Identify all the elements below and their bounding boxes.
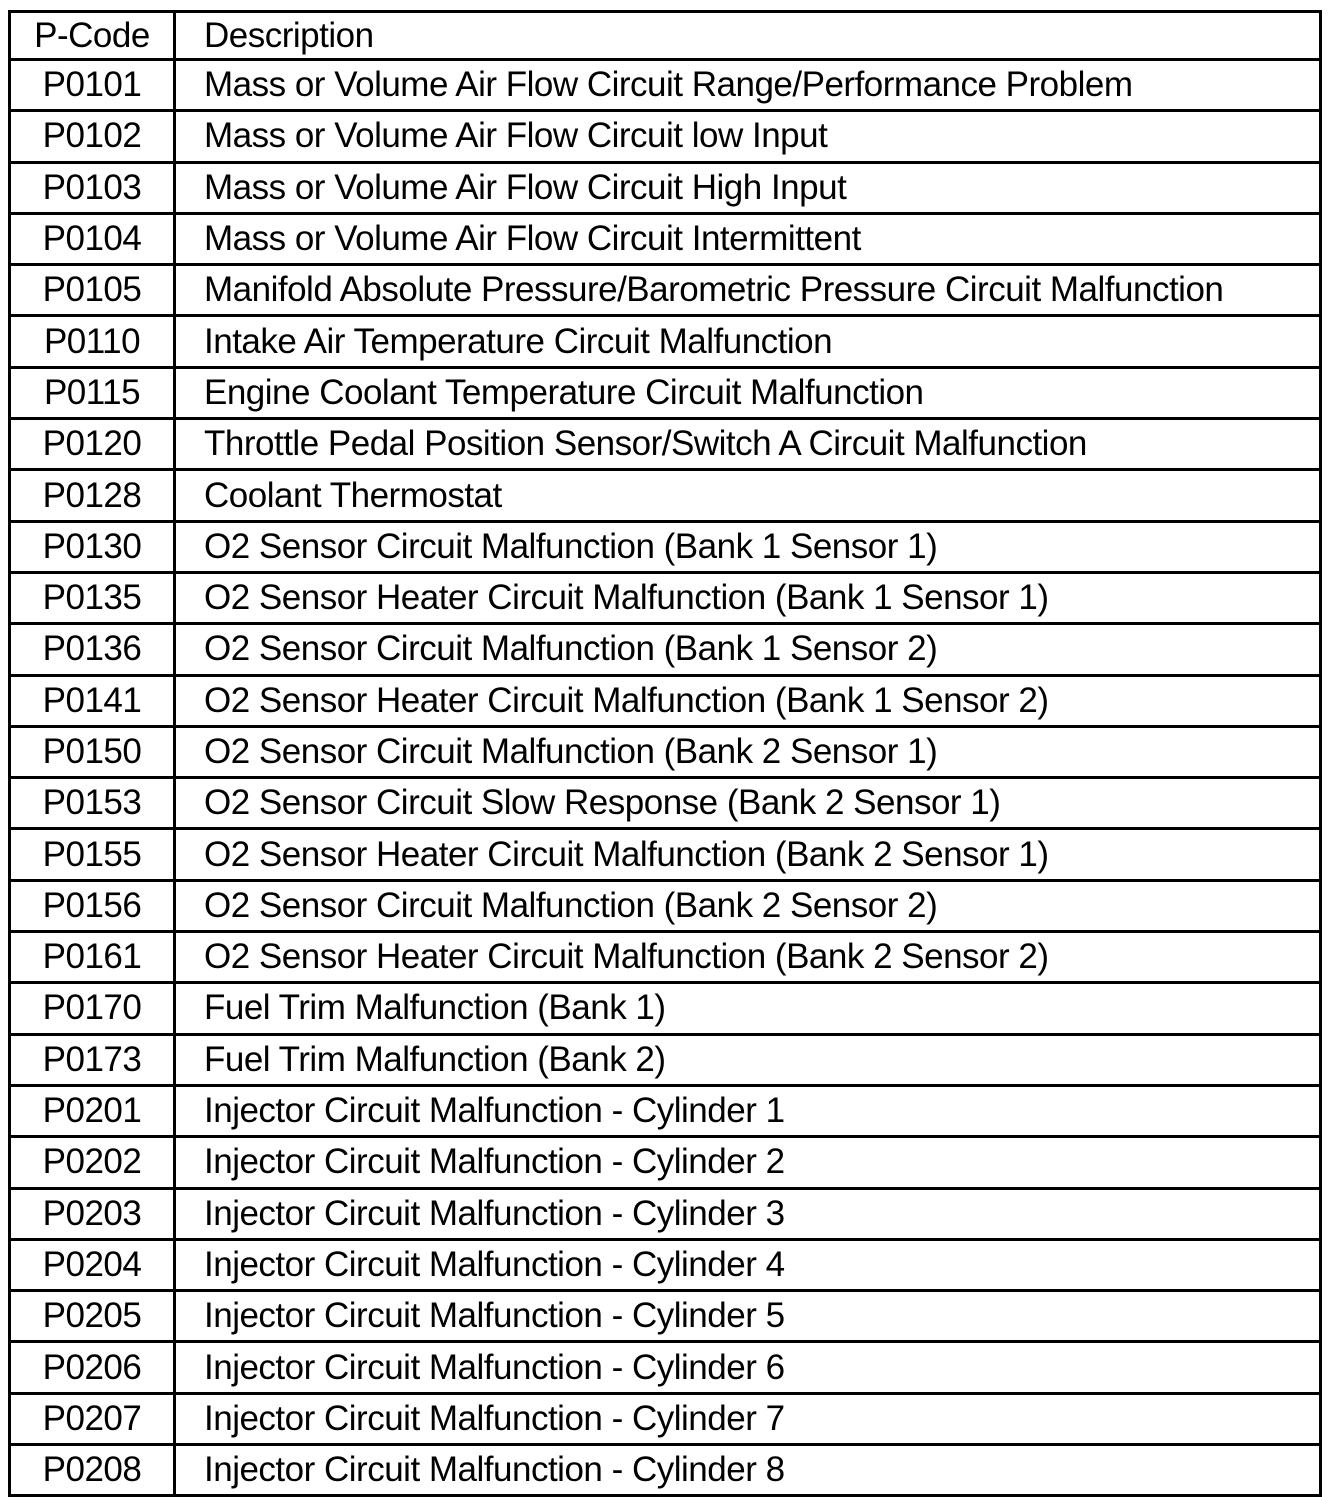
description-cell: Mass or Volume Air Flow Circuit low Input: [175, 111, 1321, 162]
table-row: [10, 1034, 1321, 1085]
table-row: [10, 1085, 1321, 1136]
pcode-cell: P0120: [10, 419, 175, 470]
pcode-cell: P0136: [10, 624, 175, 675]
description-cell: Injector Circuit Malfunction - Cylinder 1: [175, 1085, 1321, 1136]
pcode-cell: P0170: [10, 983, 175, 1034]
table-row: [10, 213, 1321, 264]
pcode-cell: P0205: [10, 1291, 175, 1342]
pcode-cell: P0102: [10, 111, 175, 162]
pcode-cell: P0156: [10, 880, 175, 931]
table-row: [10, 778, 1321, 829]
pcode-cell: P0141: [10, 675, 175, 726]
description-cell: Injector Circuit Malfunction - Cylinder 6: [175, 1342, 1321, 1393]
table-row: [10, 470, 1321, 521]
description-cell: O2 Sensor Circuit Malfunction (Bank 1 Sensor 2): [175, 624, 1321, 675]
table-row: [10, 1239, 1321, 1290]
header-pcode: P-Code: [10, 12, 175, 60]
description-cell: Injector Circuit Malfunction - Cylinder 5: [175, 1291, 1321, 1342]
pcode-cell: P0150: [10, 726, 175, 777]
table-row: [10, 880, 1321, 931]
pcode-cell: P0110: [10, 316, 175, 367]
table-row: [10, 624, 1321, 675]
description-cell: Injector Circuit Malfunction - Cylinder 8: [175, 1445, 1321, 1496]
table-row: [10, 932, 1321, 983]
table-row: [10, 265, 1321, 316]
description-cell: O2 Sensor Circuit Malfunction (Bank 2 Sensor 2): [175, 880, 1321, 931]
pcode-table-body: [10, 12, 1321, 1496]
pcode-cell: P0135: [10, 572, 175, 623]
table-row: [10, 162, 1321, 213]
description-cell: O2 Sensor Circuit Slow Response (Bank 2 Sensor 1): [175, 778, 1321, 829]
description-cell: O2 Sensor Heater Circuit Malfunction (Bank 2 Sensor 2): [175, 932, 1321, 983]
pcode-cell: P0103: [10, 162, 175, 213]
table-row: [10, 1393, 1321, 1444]
description-cell: Injector Circuit Malfunction - Cylinder 7: [175, 1393, 1321, 1444]
description-cell: Mass or Volume Air Flow Circuit Range/Performance Problem: [175, 60, 1321, 111]
description-cell: Intake Air Temperature Circuit Malfunction: [175, 316, 1321, 367]
description-cell: O2 Sensor Heater Circuit Malfunction (Bank 1 Sensor 2): [175, 675, 1321, 726]
table-row: [10, 521, 1321, 572]
pcode-cell: P0128: [10, 470, 175, 521]
pcode-cell: P0153: [10, 778, 175, 829]
table-row: [10, 419, 1321, 470]
header-row: [10, 12, 1321, 60]
description-cell: O2 Sensor Heater Circuit Malfunction (Bank 1 Sensor 1): [175, 572, 1321, 623]
table-row: [10, 572, 1321, 623]
pcode-cell: P0104: [10, 213, 175, 264]
description-cell: O2 Sensor Circuit Malfunction (Bank 1 Sensor 1): [175, 521, 1321, 572]
description-cell: Coolant Thermostat: [175, 470, 1321, 521]
description-cell: Manifold Absolute Pressure/Barometric Pressure Circuit Malfunction: [175, 265, 1321, 316]
pcode-cell: P0105: [10, 265, 175, 316]
description-cell: Throttle Pedal Position Sensor/Switch A Circuit Malfunction: [175, 419, 1321, 470]
description-cell: Engine Coolant Temperature Circuit Malfunction: [175, 367, 1321, 418]
table-row: [10, 367, 1321, 418]
pcode-cell: P0130: [10, 521, 175, 572]
pcode-cell: P0206: [10, 1342, 175, 1393]
description-cell: Injector Circuit Malfunction - Cylinder 2: [175, 1137, 1321, 1188]
table-row: [10, 111, 1321, 162]
table-row: [10, 1137, 1321, 1188]
description-cell: O2 Sensor Heater Circuit Malfunction (Bank 2 Sensor 1): [175, 829, 1321, 880]
pcode-cell: P0155: [10, 829, 175, 880]
description-cell: Mass or Volume Air Flow Circuit High Input: [175, 162, 1321, 213]
header-description: Description: [175, 12, 1321, 60]
pcode-cell: P0207: [10, 1393, 175, 1444]
pcode-cell: P0208: [10, 1445, 175, 1496]
pcode-cell: P0204: [10, 1239, 175, 1290]
table-row: [10, 829, 1321, 880]
table-row: [10, 983, 1321, 1034]
pcode-table: [8, 10, 1322, 1497]
table-row: [10, 1291, 1321, 1342]
table-row: [10, 60, 1321, 111]
pcode-cell: P0161: [10, 932, 175, 983]
pcode-cell: P0101: [10, 60, 175, 111]
table-row: [10, 1188, 1321, 1239]
pcode-cell: P0201: [10, 1085, 175, 1136]
pcode-cell: P0202: [10, 1137, 175, 1188]
table-row: [10, 675, 1321, 726]
description-cell: Injector Circuit Malfunction - Cylinder 3: [175, 1188, 1321, 1239]
description-cell: O2 Sensor Circuit Malfunction (Bank 2 Sensor 1): [175, 726, 1321, 777]
description-cell: Mass or Volume Air Flow Circuit Intermittent: [175, 213, 1321, 264]
description-cell: Fuel Trim Malfunction (Bank 2): [175, 1034, 1321, 1085]
pcode-cell: P0173: [10, 1034, 175, 1085]
description-cell: Injector Circuit Malfunction - Cylinder 4: [175, 1239, 1321, 1290]
pcode-cell: P0115: [10, 367, 175, 418]
table-row: [10, 316, 1321, 367]
pcode-cell: P0203: [10, 1188, 175, 1239]
description-cell: Fuel Trim Malfunction (Bank 1): [175, 983, 1321, 1034]
table-row: [10, 1342, 1321, 1393]
table-row: [10, 1445, 1321, 1496]
table-row: [10, 726, 1321, 777]
